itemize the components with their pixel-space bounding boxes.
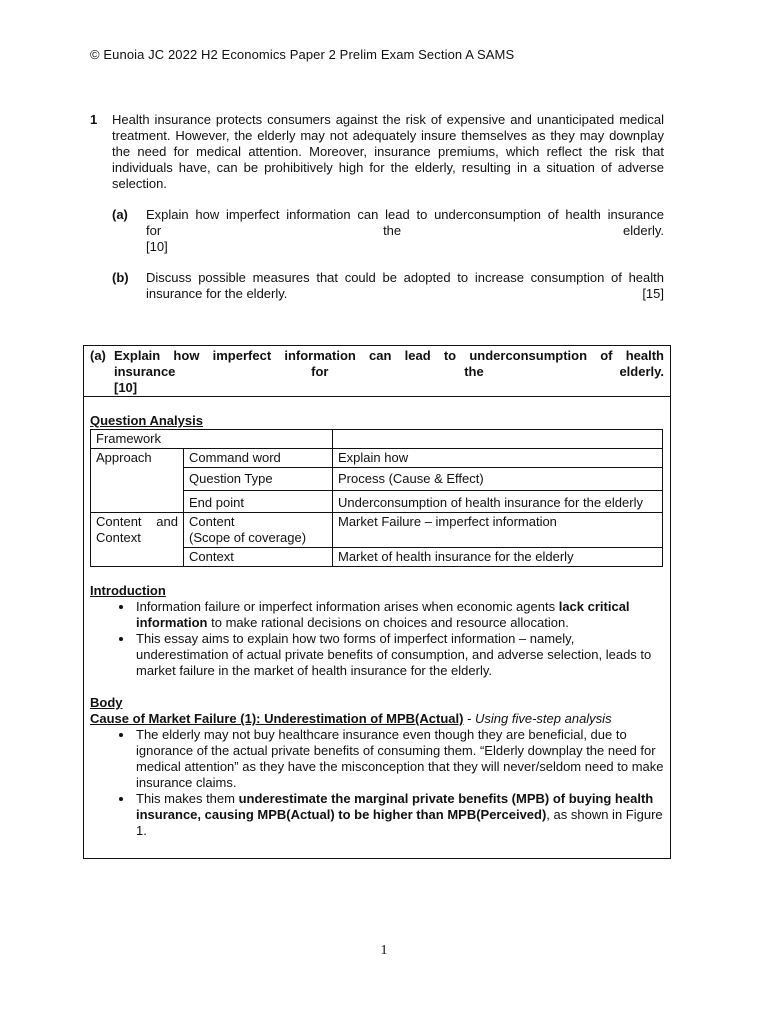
list-item: • This essay aims to explain how two forms of imperfect information – namely, underestimation of actual private benefits of consumption, and adverse selection, leads to market failure in the market of health insurance for the elderly. — [134, 631, 664, 679]
answer-title-line: Explain how imperfect information can lead to underconsumption of health — [114, 348, 664, 363]
page-number: 1 — [380, 943, 388, 958]
content-label: Content — [189, 514, 235, 529]
table-cell: Context — [184, 548, 333, 567]
table-cell — [333, 430, 663, 449]
content-context-label: Content and Context — [96, 514, 178, 545]
table-row — [91, 449, 663, 468]
cause-suffix: Using five-step analysis — [475, 711, 612, 726]
table-cell: Command word — [184, 449, 333, 468]
part-text: Discuss possible measures that could be adopted to increase consumption of health — [146, 270, 664, 285]
cause-heading-line: Cause of Market Failure (1): Underestimation of MPB(Actual) - Using five-step analysis — [90, 711, 612, 726]
table-cell: Question Type — [184, 468, 333, 491]
end-point-value: Underconsumption of health insurance for the elderly — [338, 495, 643, 510]
question-number: 1 — [90, 112, 98, 127]
answer-box-body — [84, 397, 670, 839]
answer-part-label: (a) — [90, 348, 106, 363]
list-item: • The elderly may not buy healthcare insurance even though they are beneficial, due to ignorance of the actual private benefits of consuming them. “Elderly downplay the need for medical attention” as they have the misconception that they will never/seldom need to make insurance claims. — [134, 727, 664, 791]
answer-title-line: insurance for the elderly. — [114, 364, 664, 379]
part-label: (b) — [112, 270, 129, 285]
table-row — [91, 430, 663, 449]
body-list — [90, 727, 664, 839]
answer-marks: [10] — [114, 380, 138, 395]
question-part-b — [112, 270, 664, 302]
question-1 — [90, 112, 664, 302]
part-text: Explain how imperfect information can lead to underconsumption of health insurance — [146, 207, 664, 222]
answer-box-header — [84, 346, 670, 397]
introduction-list — [90, 599, 664, 679]
table-cell: Explain how — [333, 449, 663, 468]
answer-box — [83, 345, 671, 859]
table-cell: Market Failure – imperfect information — [333, 513, 663, 548]
part-marks: [15] — [642, 286, 664, 301]
question-analysis-heading: Question Analysis — [90, 413, 203, 428]
table-cell — [184, 513, 333, 548]
table-cell — [91, 513, 184, 567]
part-text: for the elderly. — [146, 223, 664, 238]
table-cell — [333, 491, 663, 513]
table-cell: Process (Cause & Effect) — [333, 468, 663, 491]
table-cell: End point — [184, 491, 333, 513]
question-part-a — [112, 207, 664, 255]
list-item: • Information failure or imperfect information arises when economic agents lack critical information to make rational decisions on choices and resource allocation. — [134, 599, 664, 631]
part-label: (a) — [112, 207, 128, 222]
list-item: • This makes them underestimate the marginal private benefits (MPB) of buying health insurance, causing MPB(Actual) to be higher than MPB(Perceived), as shown in Figure 1. — [134, 791, 664, 839]
question-stem: Health insurance protects consumers against the risk of expensive and unanticipated medical treatment. However, the elderly may not adequately insure themselves as they may downplay the need for medical attention. Moreover, insurance premiums, which reflect the risk that individuals have, can be prohibitively high for the elderly, resulting in a situation of adverse selection. — [112, 112, 664, 191]
part-text: insurance for the elderly. — [146, 286, 288, 301]
table-cell: Framework — [91, 430, 333, 449]
page-header: © Eunoia JC 2022 H2 Economics Paper 2 Prelim Exam Section A SAMS — [90, 47, 515, 62]
question-analysis-table — [90, 429, 663, 567]
part-marks: [10] — [146, 239, 168, 254]
table-cell: Approach — [91, 449, 184, 513]
table-cell: Market of health insurance for the elderly — [333, 548, 663, 567]
content-sublabel: (Scope of coverage) — [189, 530, 307, 545]
introduction-heading: Introduction — [90, 583, 166, 598]
cause-heading: Cause of Market Failure (1): Underestimation of MPB(Actual) — [90, 711, 464, 726]
table-row — [91, 513, 663, 548]
body-heading: Body — [90, 695, 123, 710]
